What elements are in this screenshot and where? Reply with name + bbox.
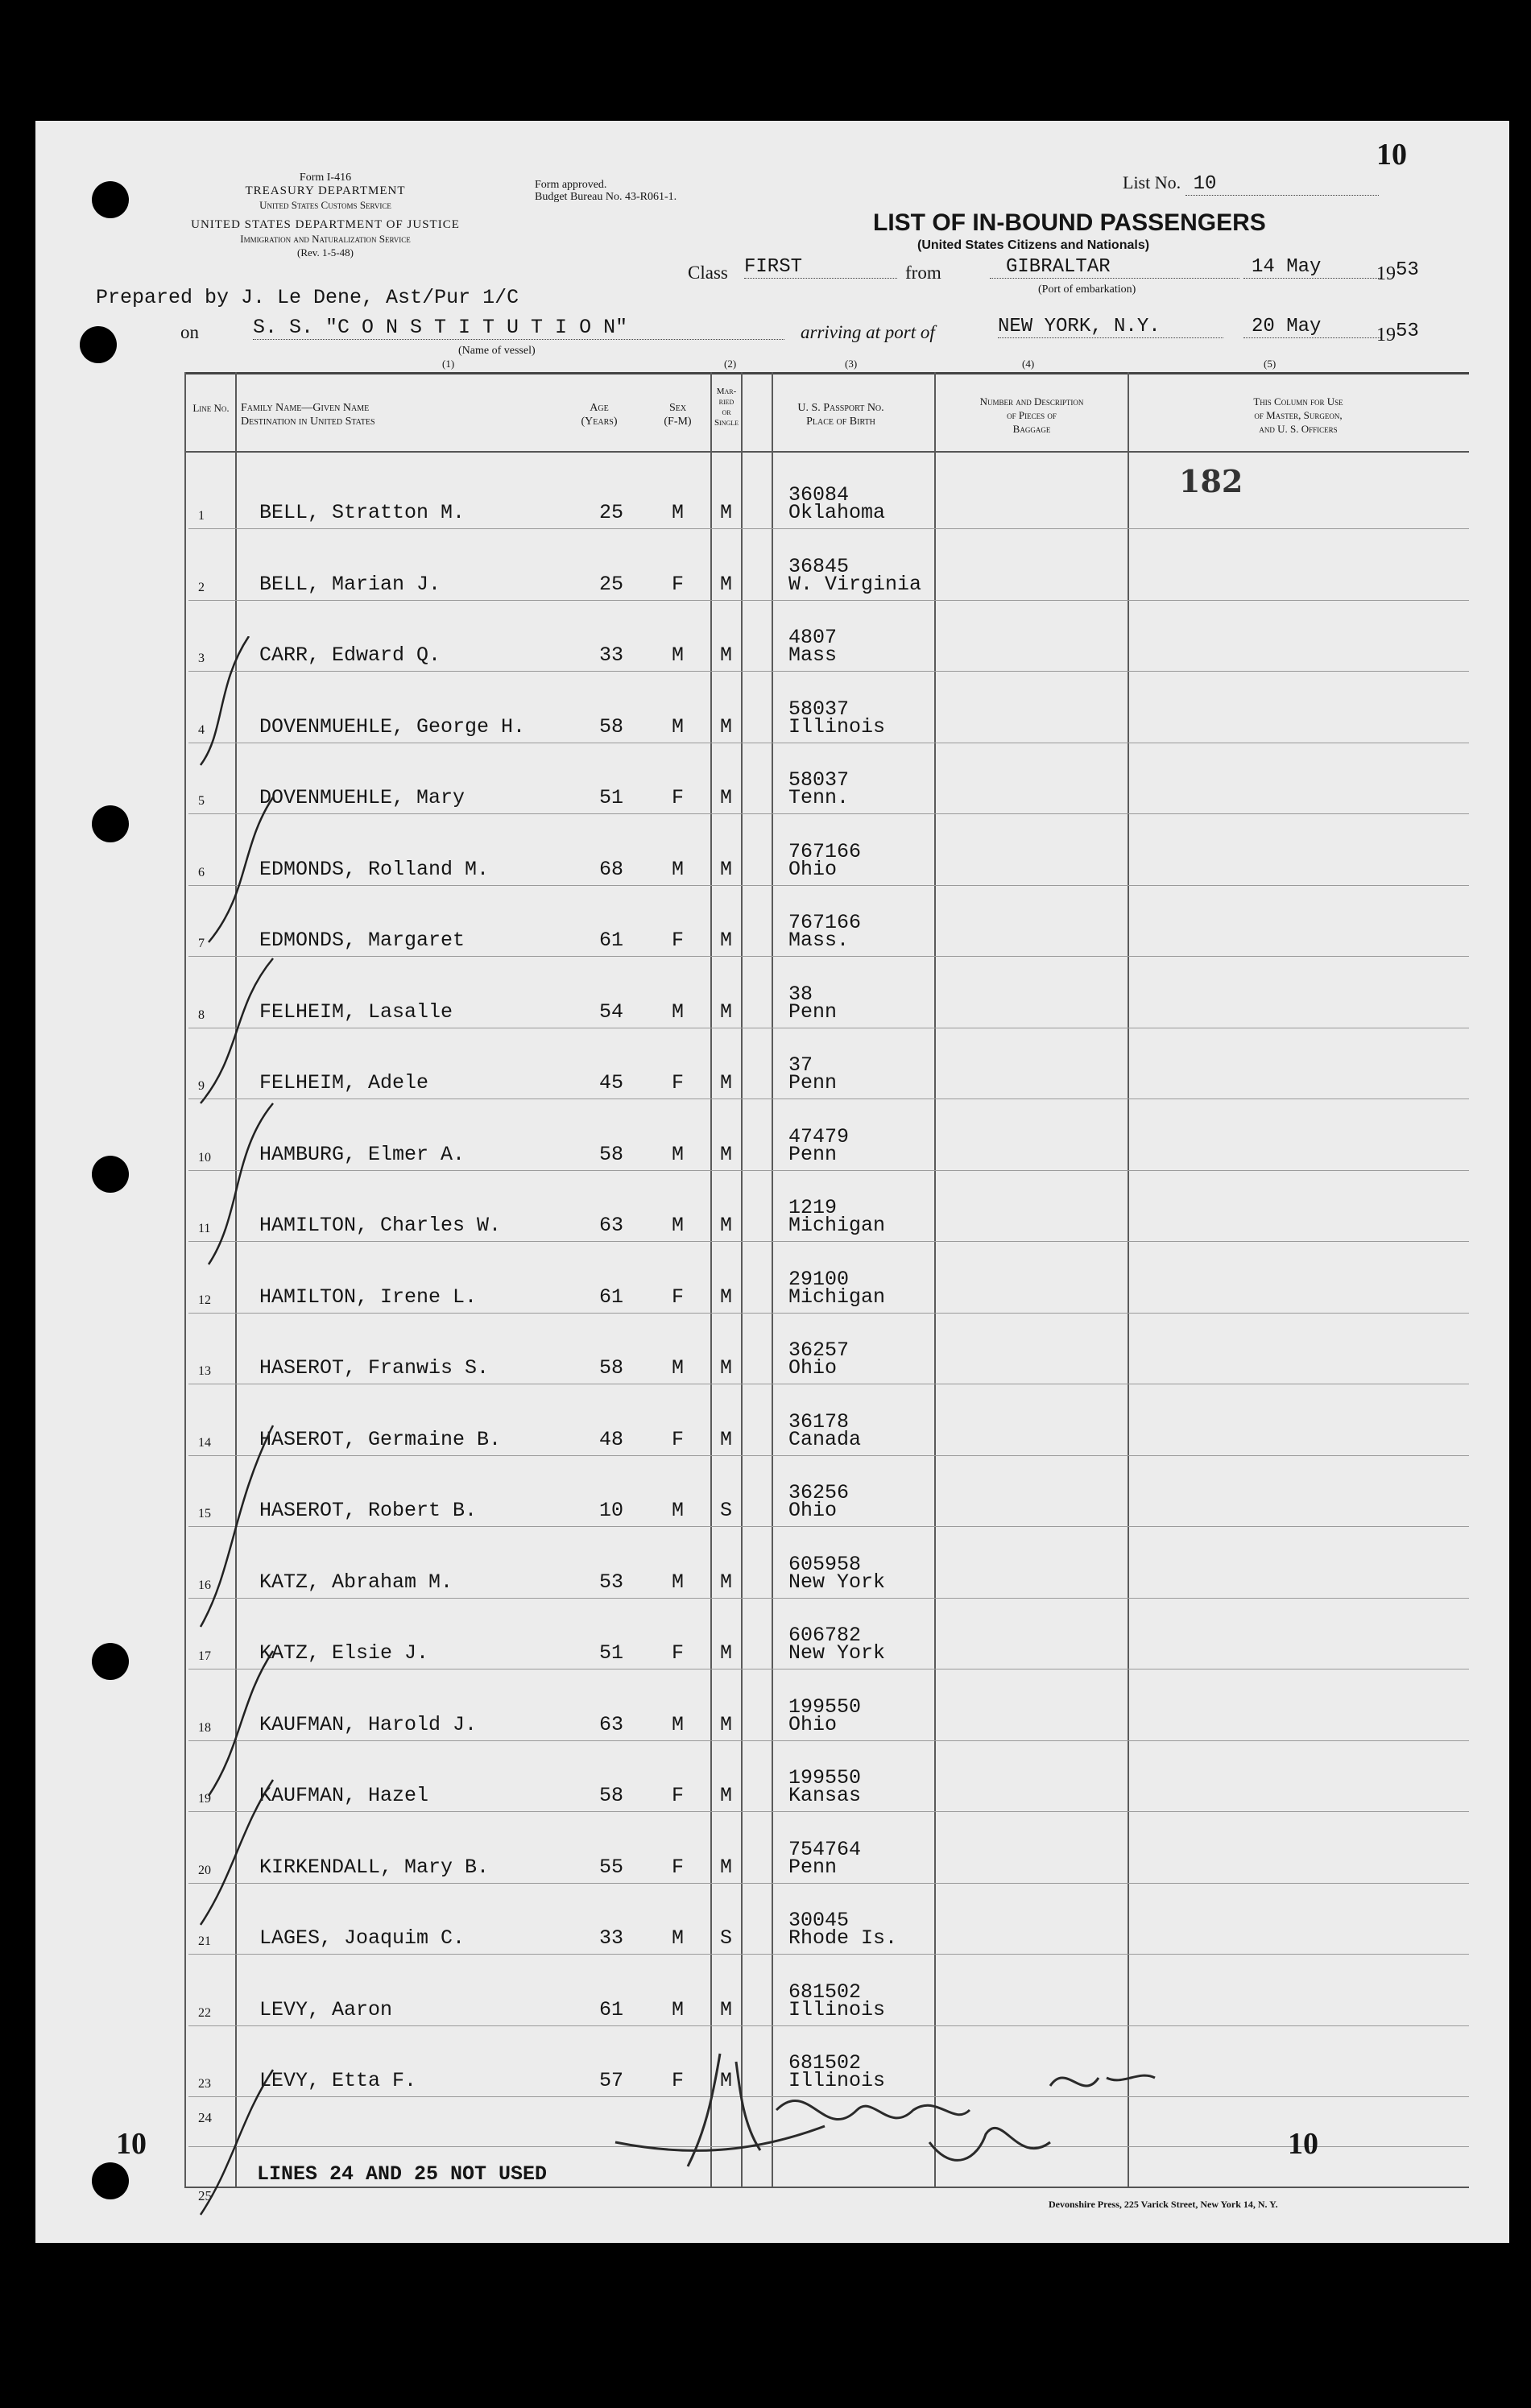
passenger-sex: M	[672, 1926, 685, 1950]
page-number: 10	[1376, 138, 1407, 172]
vessel-caption: (Name of vessel)	[458, 345, 536, 357]
vessel-name: S. S. "C O N S T I T U T I O N"	[253, 316, 784, 340]
col-header-married: Mar- ried or Single	[714, 387, 739, 428]
col-header-sex: Sex (F-M)	[664, 402, 692, 428]
passenger-age: 61	[599, 1997, 624, 2021]
passenger-age: 58	[599, 714, 624, 739]
row-separator	[188, 1170, 1469, 1171]
punch-hole	[92, 181, 129, 218]
row-separator	[188, 671, 1469, 672]
dept-treasury-sub: United States Customs Service	[259, 199, 391, 211]
place-of-birth: Ohio	[788, 857, 838, 881]
passenger-sex: M	[672, 1997, 685, 2021]
row-separator	[188, 1241, 1469, 1242]
passenger-age: 55	[599, 1855, 624, 1879]
table-top-rule	[184, 372, 1469, 374]
line-no: 2	[198, 580, 205, 594]
passenger-sex: F	[672, 1855, 685, 1879]
passenger-age: 58	[599, 1142, 624, 1166]
passport-number: 36845	[788, 554, 850, 578]
arriving-label: arriving at port of	[801, 322, 935, 342]
line-no: 18	[198, 1720, 211, 1735]
row-separator	[188, 1098, 1469, 1099]
passenger-marital: M	[720, 2069, 733, 2092]
line-no: 12	[198, 1293, 211, 1307]
row-separator	[188, 1313, 1469, 1314]
place-of-birth: Rhode Is.	[788, 1926, 898, 1950]
place-of-birth: Ohio	[788, 1712, 838, 1736]
row-separator	[188, 885, 1469, 886]
passenger-name: HAMBURG, Elmer A.	[259, 1142, 466, 1166]
place-of-birth: Canada	[788, 1427, 862, 1451]
place-of-birth: Michigan	[788, 1214, 886, 1237]
passport-number: 767166	[788, 839, 862, 863]
passenger-age: 54	[599, 999, 624, 1024]
col-header-age: Age (Years)	[581, 402, 618, 428]
passport-number: 606782	[788, 1624, 862, 1647]
arrival-port: NEW YORK, N.Y.	[998, 316, 1223, 338]
passport-number: 1219	[788, 1196, 838, 1219]
col-header-passport: U. S. Passport No. Place of Birth	[797, 402, 884, 428]
passport-number: 36178	[788, 1409, 850, 1434]
place-of-birth: Penn	[788, 1071, 838, 1094]
line-24-number: 24	[198, 2110, 212, 2125]
place-of-birth: Illinois	[788, 714, 886, 739]
passenger-name: HASEROT, Robert B.	[259, 1499, 478, 1522]
table-row	[35, 531, 1509, 602]
passport-number: 30045	[788, 1909, 850, 1932]
class-label: Class	[688, 263, 728, 283]
from-label: from	[905, 263, 941, 283]
passport-number: 29100	[788, 1267, 850, 1291]
place-of-birth: W. Virginia	[788, 572, 922, 596]
passenger-marital: M	[720, 1855, 733, 1879]
passenger-age: 48	[599, 1427, 624, 1451]
revision: (Rev. 1-5-48)	[297, 246, 354, 259]
budget-text: Budget Bureau No. 43-R061-1.	[535, 191, 677, 203]
place-of-birth: New York	[788, 1570, 886, 1594]
list-no-label: List No.	[1123, 172, 1181, 192]
passport-number: 36256	[788, 1481, 850, 1504]
passenger-marital: S	[720, 1499, 733, 1522]
officer-note: 182	[1179, 463, 1243, 499]
arrival-year-prefix: 19	[1376, 325, 1396, 345]
col-number-5: (5)	[1264, 358, 1277, 370]
passport-number: 199550	[788, 1766, 862, 1789]
passenger-sex: F	[672, 1285, 685, 1309]
place-of-birth: New York	[788, 1641, 886, 1665]
passport-number: 754764	[788, 1837, 862, 1861]
document-subtitle: (United States Citizens and Nationals)	[917, 238, 1150, 252]
passenger-age: 58	[599, 1784, 624, 1807]
passenger-marital: M	[720, 501, 733, 524]
form-header	[180, 171, 470, 259]
passenger-name: HAMILTON, Irene L.	[259, 1285, 478, 1309]
passport-number: 4807	[788, 626, 838, 649]
on-label: on	[180, 322, 199, 342]
passenger-age: 68	[599, 857, 624, 881]
bracket-marks	[184, 636, 297, 2408]
row-separator	[188, 1740, 1469, 1741]
passenger-age: 53	[599, 1570, 624, 1594]
line-no: 1	[198, 509, 205, 523]
passport-number: 681502	[788, 2051, 862, 2075]
arrival-date: 20 May	[1243, 316, 1380, 338]
passenger-name: KIRKENDALL, Mary B.	[259, 1855, 490, 1879]
passenger-marital: M	[720, 714, 733, 739]
place-of-birth: Mass.	[788, 929, 850, 952]
passenger-age: 61	[599, 929, 624, 952]
arrival-year-suffix: 53	[1396, 321, 1419, 342]
passport-number: 58037	[788, 768, 850, 792]
line-no: 20	[198, 1863, 211, 1877]
row-separator	[188, 1883, 1469, 1884]
passenger-marital: M	[720, 1071, 733, 1094]
list-no-value: 10	[1185, 173, 1379, 196]
passport-number: 37	[788, 1053, 813, 1077]
passenger-age: 10	[599, 1499, 624, 1522]
passenger-marital: S	[720, 1926, 733, 1950]
passenger-sex: M	[672, 1356, 685, 1380]
passenger-name: FELHEIM, Adele	[259, 1071, 429, 1094]
line-no: 6	[198, 865, 205, 879]
passenger-name: HASEROT, Franwis S.	[259, 1356, 490, 1380]
approval-text: Form approved.	[535, 179, 607, 191]
passenger-marital: M	[720, 1427, 733, 1451]
line-no: 5	[198, 794, 205, 808]
passenger-age: 63	[599, 1712, 624, 1736]
place-of-birth: Illinois	[788, 2069, 886, 2092]
passenger-sex: M	[672, 501, 685, 524]
passenger-sex: F	[672, 1427, 685, 1451]
line-no: 7	[198, 937, 205, 950]
document-page	[35, 121, 1509, 2243]
printer-credit: Devonshire Press, 225 Varick Street, New York 14, N. Y.	[1049, 2199, 1278, 2210]
line-no: 9	[198, 1079, 205, 1093]
list-number	[1123, 172, 1379, 196]
line-no: 14	[198, 1435, 211, 1450]
place-of-birth: Kansas	[788, 1784, 862, 1807]
passenger-marital: M	[720, 1570, 733, 1594]
passport-number: 36257	[788, 1338, 850, 1362]
passenger-age: 61	[599, 1285, 624, 1309]
line-no: 23	[198, 2077, 211, 2091]
passenger-name: LEVY, Etta F.	[259, 2069, 417, 2092]
passenger-marital: M	[720, 1997, 733, 2021]
place-of-birth: Oklahoma	[788, 501, 886, 524]
table-row	[35, 459, 1509, 530]
passenger-name: BELL, Stratton M.	[259, 501, 466, 524]
passenger-marital: M	[720, 999, 733, 1024]
passenger-sex: M	[672, 1142, 685, 1166]
form-id: Form I-416	[299, 172, 352, 184]
passenger-sex: M	[672, 1499, 685, 1522]
passenger-age: 25	[599, 572, 624, 596]
line-no: 8	[198, 1007, 205, 1022]
from-value: GIBRALTAR	[990, 256, 1239, 279]
passenger-marital: M	[720, 1712, 733, 1736]
passenger-marital: M	[720, 929, 733, 952]
passenger-marital: M	[720, 786, 733, 809]
passport-number: 58037	[788, 697, 850, 721]
passenger-marital: M	[720, 643, 733, 667]
passenger-name: CARR, Edward Q.	[259, 643, 441, 667]
passenger-name: HAMILTON, Charles W.	[259, 1214, 502, 1237]
passenger-sex: F	[672, 2069, 685, 2092]
passenger-marital: M	[720, 1285, 733, 1309]
form-approval	[535, 179, 677, 203]
passenger-name: KAUFMAN, Harold J.	[259, 1712, 478, 1736]
col-number-3: (3)	[845, 358, 858, 370]
line-no: 17	[198, 1649, 211, 1663]
passenger-sex: M	[672, 1214, 685, 1237]
line-no: 16	[198, 1578, 211, 1592]
passenger-name: EDMONDS, Rolland M.	[259, 857, 490, 881]
row-separator	[188, 2025, 1469, 2026]
line-no: 4	[198, 722, 205, 737]
line-no: 11	[198, 1222, 211, 1235]
passenger-name: KATZ, Elsie J.	[259, 1641, 429, 1665]
passenger-sex: M	[672, 1570, 685, 1594]
passenger-name: LEVY, Aaron	[259, 1997, 393, 2021]
passenger-age: 45	[599, 1071, 624, 1094]
passport-number: 605958	[788, 1552, 862, 1576]
row-separator	[188, 1526, 1469, 1527]
col-number-2: (2)	[724, 358, 737, 370]
passport-number: 681502	[788, 1980, 862, 2004]
punch-hole	[80, 326, 117, 363]
passenger-name: DOVENMUEHLE, George H.	[259, 714, 526, 739]
place-of-birth: Ohio	[788, 1356, 838, 1380]
passenger-name: KATZ, Abraham M.	[259, 1570, 453, 1594]
passenger-age: 51	[599, 786, 624, 809]
passenger-age: 51	[599, 1641, 624, 1665]
dept-justice: UNITED STATES DEPARTMENT OF JUSTICE	[191, 218, 460, 231]
col-header-baggage: Number and Description of Pieces of Baggage	[979, 395, 1084, 435]
row-separator	[188, 600, 1469, 601]
row-separator	[188, 528, 1469, 529]
passport-number: 199550	[788, 1694, 862, 1719]
footer-left-number: 10	[116, 2127, 147, 2161]
place-of-birth: Ohio	[788, 1499, 838, 1522]
place-of-birth: Penn	[788, 999, 838, 1024]
row-separator	[188, 956, 1469, 957]
class-value: FIRST	[744, 256, 897, 279]
line-no: 3	[198, 652, 205, 665]
col-header-line: Line No.	[192, 402, 230, 414]
port-embark-caption: (Port of embarkation)	[1038, 283, 1136, 296]
dept-treasury: TREASURY DEPARTMENT	[245, 184, 406, 197]
passenger-name: FELHEIM, Lasalle	[259, 999, 453, 1024]
passenger-marital: M	[720, 857, 733, 881]
passenger-age: 25	[599, 501, 624, 524]
passenger-marital: M	[720, 1641, 733, 1665]
prepared-by: Prepared by J. Le Dene, Ast/Pur 1/C	[96, 286, 519, 309]
footer-right-number: 10	[1288, 2127, 1318, 2161]
passenger-age: 58	[599, 1356, 624, 1380]
passenger-sex: F	[672, 929, 685, 952]
line-no: 13	[198, 1364, 211, 1378]
place-of-birth: Illinois	[788, 1997, 886, 2021]
row-separator	[188, 813, 1469, 814]
line-no: 19	[198, 1792, 211, 1806]
passenger-name: LAGES, Joaquim C.	[259, 1926, 466, 1950]
line-no: 15	[198, 1507, 211, 1521]
place-of-birth: Mass	[788, 643, 838, 667]
passport-number: 36084	[788, 483, 850, 507]
passenger-sex: M	[672, 999, 685, 1024]
passenger-marital: M	[720, 1214, 733, 1237]
passenger-age: 33	[599, 643, 624, 667]
passenger-age: 57	[599, 2069, 624, 2092]
line-no: 22	[198, 2005, 211, 2020]
passenger-name: KAUFMAN, Hazel	[259, 1784, 429, 1807]
not-used-note: LINES 24 AND 25 NOT USED	[257, 2162, 548, 2186]
embark-date: 14 May	[1243, 256, 1380, 279]
place-of-birth: Tenn.	[788, 786, 850, 809]
passenger-sex: F	[672, 1641, 685, 1665]
dept-justice-sub: Immigration and Naturalization Service	[240, 233, 411, 245]
passenger-age: 63	[599, 1214, 624, 1237]
embark-year-prefix: 19	[1376, 263, 1396, 284]
line-no: 10	[198, 1150, 211, 1165]
row-separator	[188, 1811, 1469, 1812]
arrival-year	[1376, 321, 1419, 346]
passenger-marital: M	[720, 1356, 733, 1380]
col-header-officers: This Column for Use of Master, Surgeon, and U. S. Officers	[1253, 395, 1343, 435]
passenger-sex: F	[672, 786, 685, 809]
passenger-sex: M	[672, 857, 685, 881]
signature-scribble	[599, 2029, 1163, 2191]
passenger-sex: F	[672, 572, 685, 596]
passenger-marital: M	[720, 1142, 733, 1166]
document-title: LIST OF IN-BOUND PASSENGERS	[873, 209, 1266, 236]
line-25-number: 25	[198, 2188, 212, 2203]
passport-number: 767166	[788, 911, 862, 934]
passenger-name: BELL, Marian J.	[259, 572, 441, 596]
passenger-sex: F	[672, 1071, 685, 1094]
line-no: 21	[198, 1934, 211, 1948]
passenger-name: EDMONDS, Margaret	[259, 929, 466, 952]
passenger-name: HASEROT, Germaine B.	[259, 1427, 502, 1451]
passenger-sex: F	[672, 1784, 685, 1807]
passport-number: 38	[788, 982, 813, 1006]
col-number-4: (4)	[1022, 358, 1035, 370]
punch-hole	[92, 2162, 129, 2199]
passenger-sex: M	[672, 714, 685, 739]
embark-year	[1376, 259, 1419, 285]
row-separator	[188, 1954, 1469, 1955]
table-header-rule	[184, 451, 1469, 453]
passport-number: 47479	[788, 1124, 850, 1148]
passenger-sex: M	[672, 643, 685, 667]
passenger-marital: M	[720, 1784, 733, 1807]
place-of-birth: Penn	[788, 1855, 838, 1879]
embark-year-suffix: 53	[1396, 259, 1419, 281]
passenger-sex: M	[672, 1712, 685, 1736]
passenger-name: DOVENMUEHLE, Mary	[259, 786, 466, 809]
col-number-1: (1)	[442, 358, 455, 370]
col-header-name: Family Name—Given Name Destination in United States	[241, 402, 375, 428]
place-of-birth: Penn	[788, 1142, 838, 1166]
row-separator	[188, 1598, 1469, 1599]
place-of-birth: Michigan	[788, 1285, 886, 1309]
passenger-age: 33	[599, 1926, 624, 1950]
row-separator	[188, 1455, 1469, 1456]
passenger-marital: M	[720, 572, 733, 596]
